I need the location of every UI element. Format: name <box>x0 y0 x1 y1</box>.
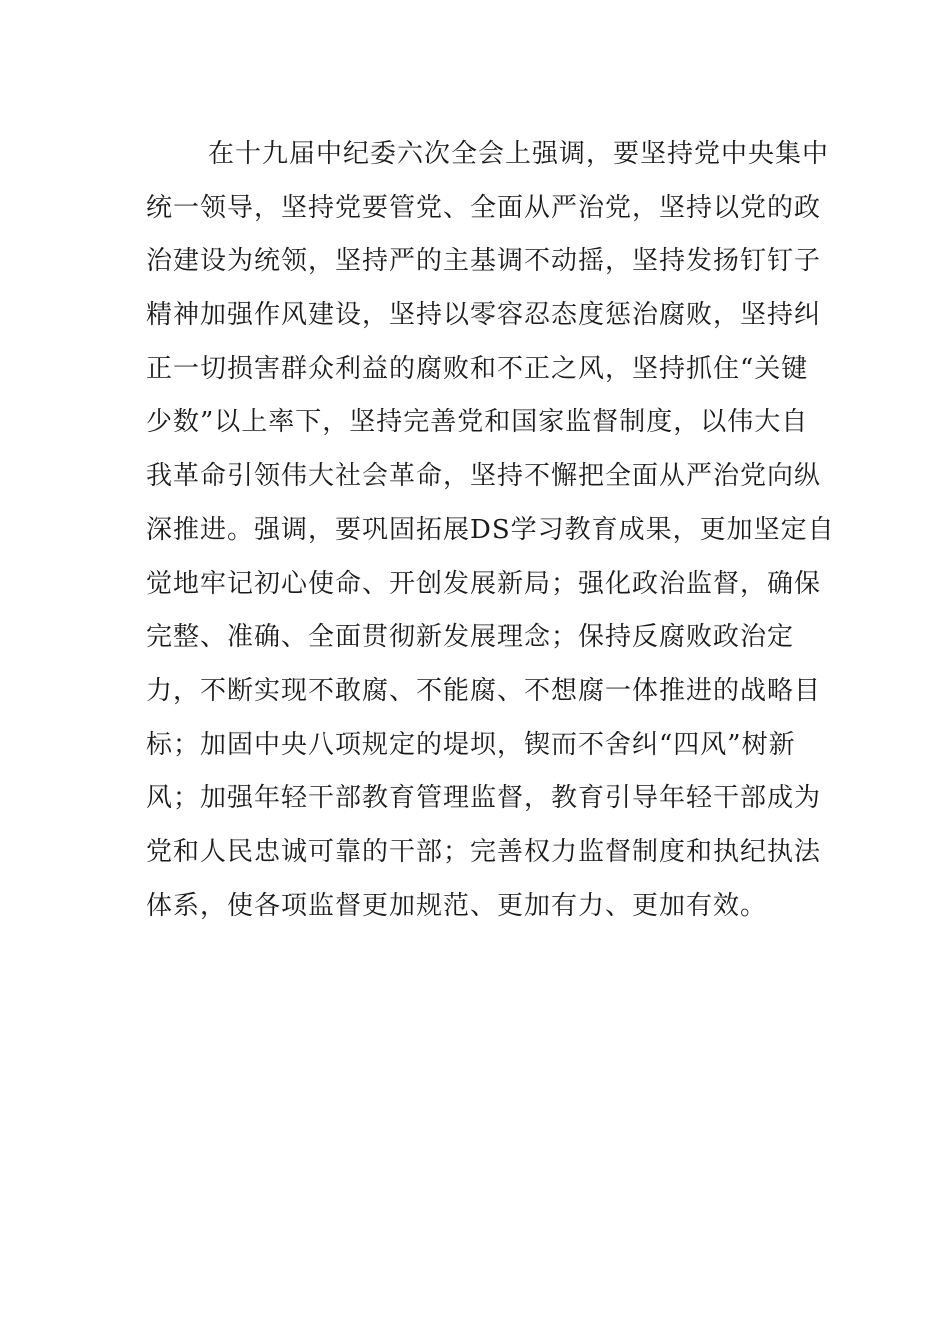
paragraph-line: 党和人民忠诚可靠的干部；完善权力监督制度和执纪执法 <box>146 836 822 867</box>
paragraph-line: 治建设为统领，坚持严的主基调不动摇，坚持发扬钉钉子 <box>146 246 822 277</box>
paragraph-line: 正一切损害群众利益的腐败和不正之风，坚持抓住“关键 <box>146 353 809 384</box>
paragraph-line: 觉地牢记初心使命、开创发展新局；强化政治监督，确保 <box>146 568 822 599</box>
paragraph-line: 深推进。强调，要巩固拓展DS学习教育成果，更加坚定自 <box>146 514 835 545</box>
body-paragraph <box>146 128 835 933</box>
paragraph-line: 我革命引领伟大社会革命，坚持不懈把全面从严治党向纵 <box>146 461 822 492</box>
paragraph-line: 体系，使各项监督更加规范、更加有力、更加有效。 <box>146 890 768 921</box>
paragraph-line: 标；加固中央八项规定的堤坝，锲而不舍纠“四风”树新 <box>146 729 796 760</box>
paragraph-line: 精神加强作风建设，坚持以零容忍态度惩治腐败，坚持纠 <box>146 300 822 331</box>
paragraph-line: 力，不断实现不敢腐、不能腐、不想腐一体推进的战略目 <box>146 675 822 706</box>
paragraph-line: 少数”以上率下，坚持完善党和国家监督制度，以伟大自 <box>146 407 809 438</box>
paragraph-line: 风；加强年轻干部教育管理监督，教育引导年轻干部成为 <box>146 783 822 814</box>
paragraph-line: 在十九届中纪委六次全会上强调，要坚持党中央集中 <box>208 139 830 169</box>
paragraph-line: 统一领导，坚持党要管党、全面从严治党，坚持以党的政 <box>146 192 822 223</box>
paragraph-line: 完整、准确、全面贯彻新发展理念；保持反腐败政治定 <box>146 622 795 653</box>
